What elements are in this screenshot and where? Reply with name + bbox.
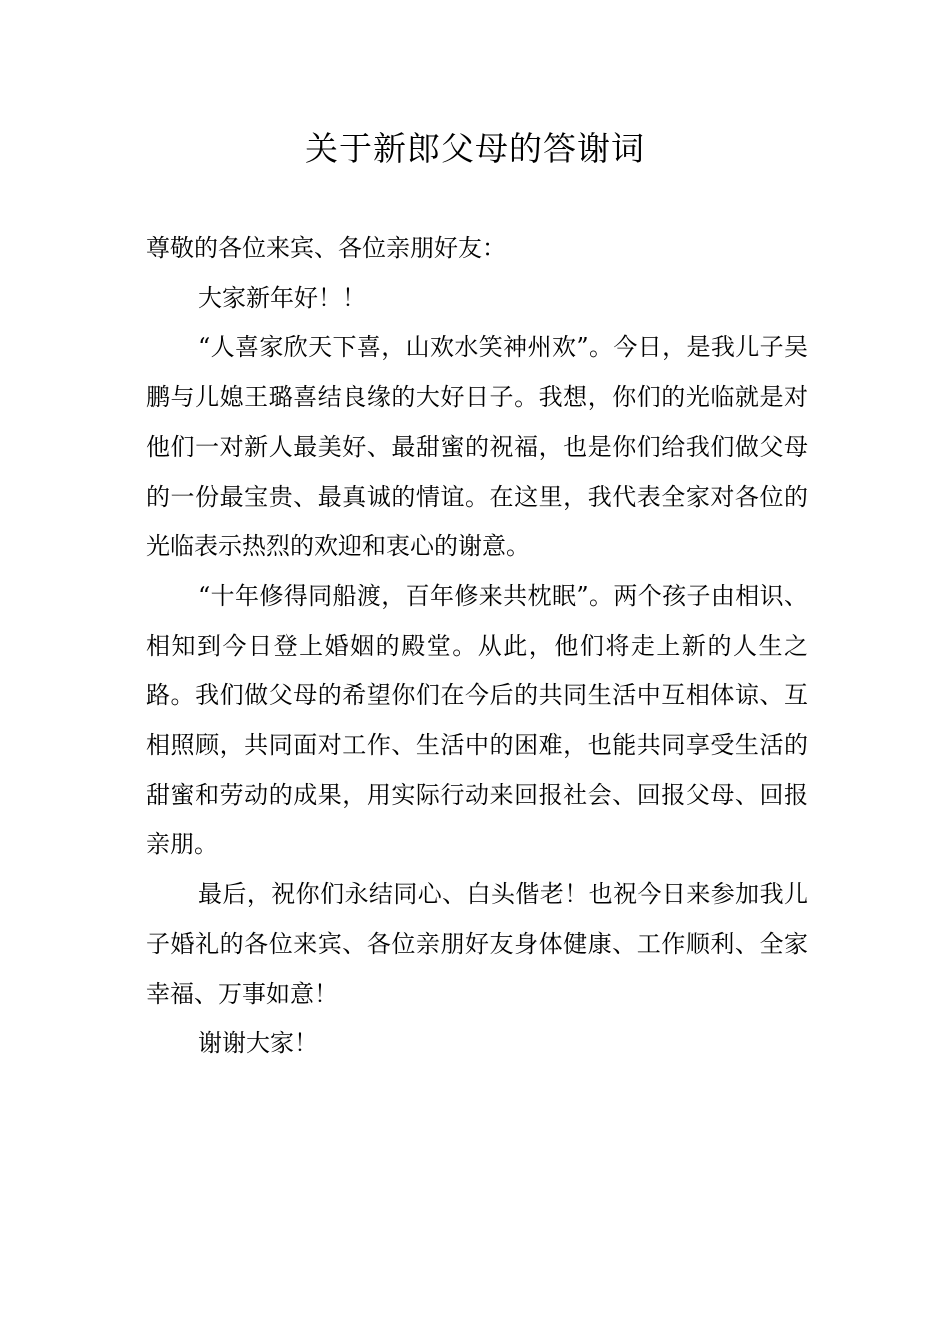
paragraph-greeting: 大家新年好！！ — [198, 283, 366, 312]
paragraph-wishes-for-couple: “十年修得同船渡，百年修来共枕眠”。两个孩子由相识、相知到今日登上婚姻的殿堂。从此，他们将走上新的人生之路。我们做父母的希望你们在今后的共同生活中互相体谅、互相照顾，共同面对工作、生活中的困难，也能共同享受生活的甜蜜和劳动的成果，用实际行动来回报社会、回报父母、回报亲朋。 — [146, 581, 808, 859]
paragraph-welcome: “人喜家欣天下喜，山欢水笑神州欢”。今日，是我儿子吴鹏与儿媳王璐喜结良缘的大好日子。我想，你们的光临就是对他们一对新人最美好、最甜蜜的祝福，也是你们给我们做父母的一份最宝贵、最真诚的情谊。在这里，我代表全家对各位的光临表示热烈的欢迎和衷心的谢意。 — [146, 333, 808, 561]
document-title: 关于新郎父母的答谢词 — [305, 129, 645, 168]
document-body — [146, 224, 808, 1069]
paragraph-thanks: 谢谢大家！ — [198, 1029, 318, 1058]
paragraph-closing-blessing: 最后，祝你们永结同心、白头偕老！也祝今日来参加我儿子婚礼的各位来宾、各位亲朋好友身体健康、工作顺利、全家幸福、万事如意！ — [146, 880, 808, 1008]
salutation: 尊敬的各位来宾、各位亲朋好友： — [146, 234, 506, 262]
